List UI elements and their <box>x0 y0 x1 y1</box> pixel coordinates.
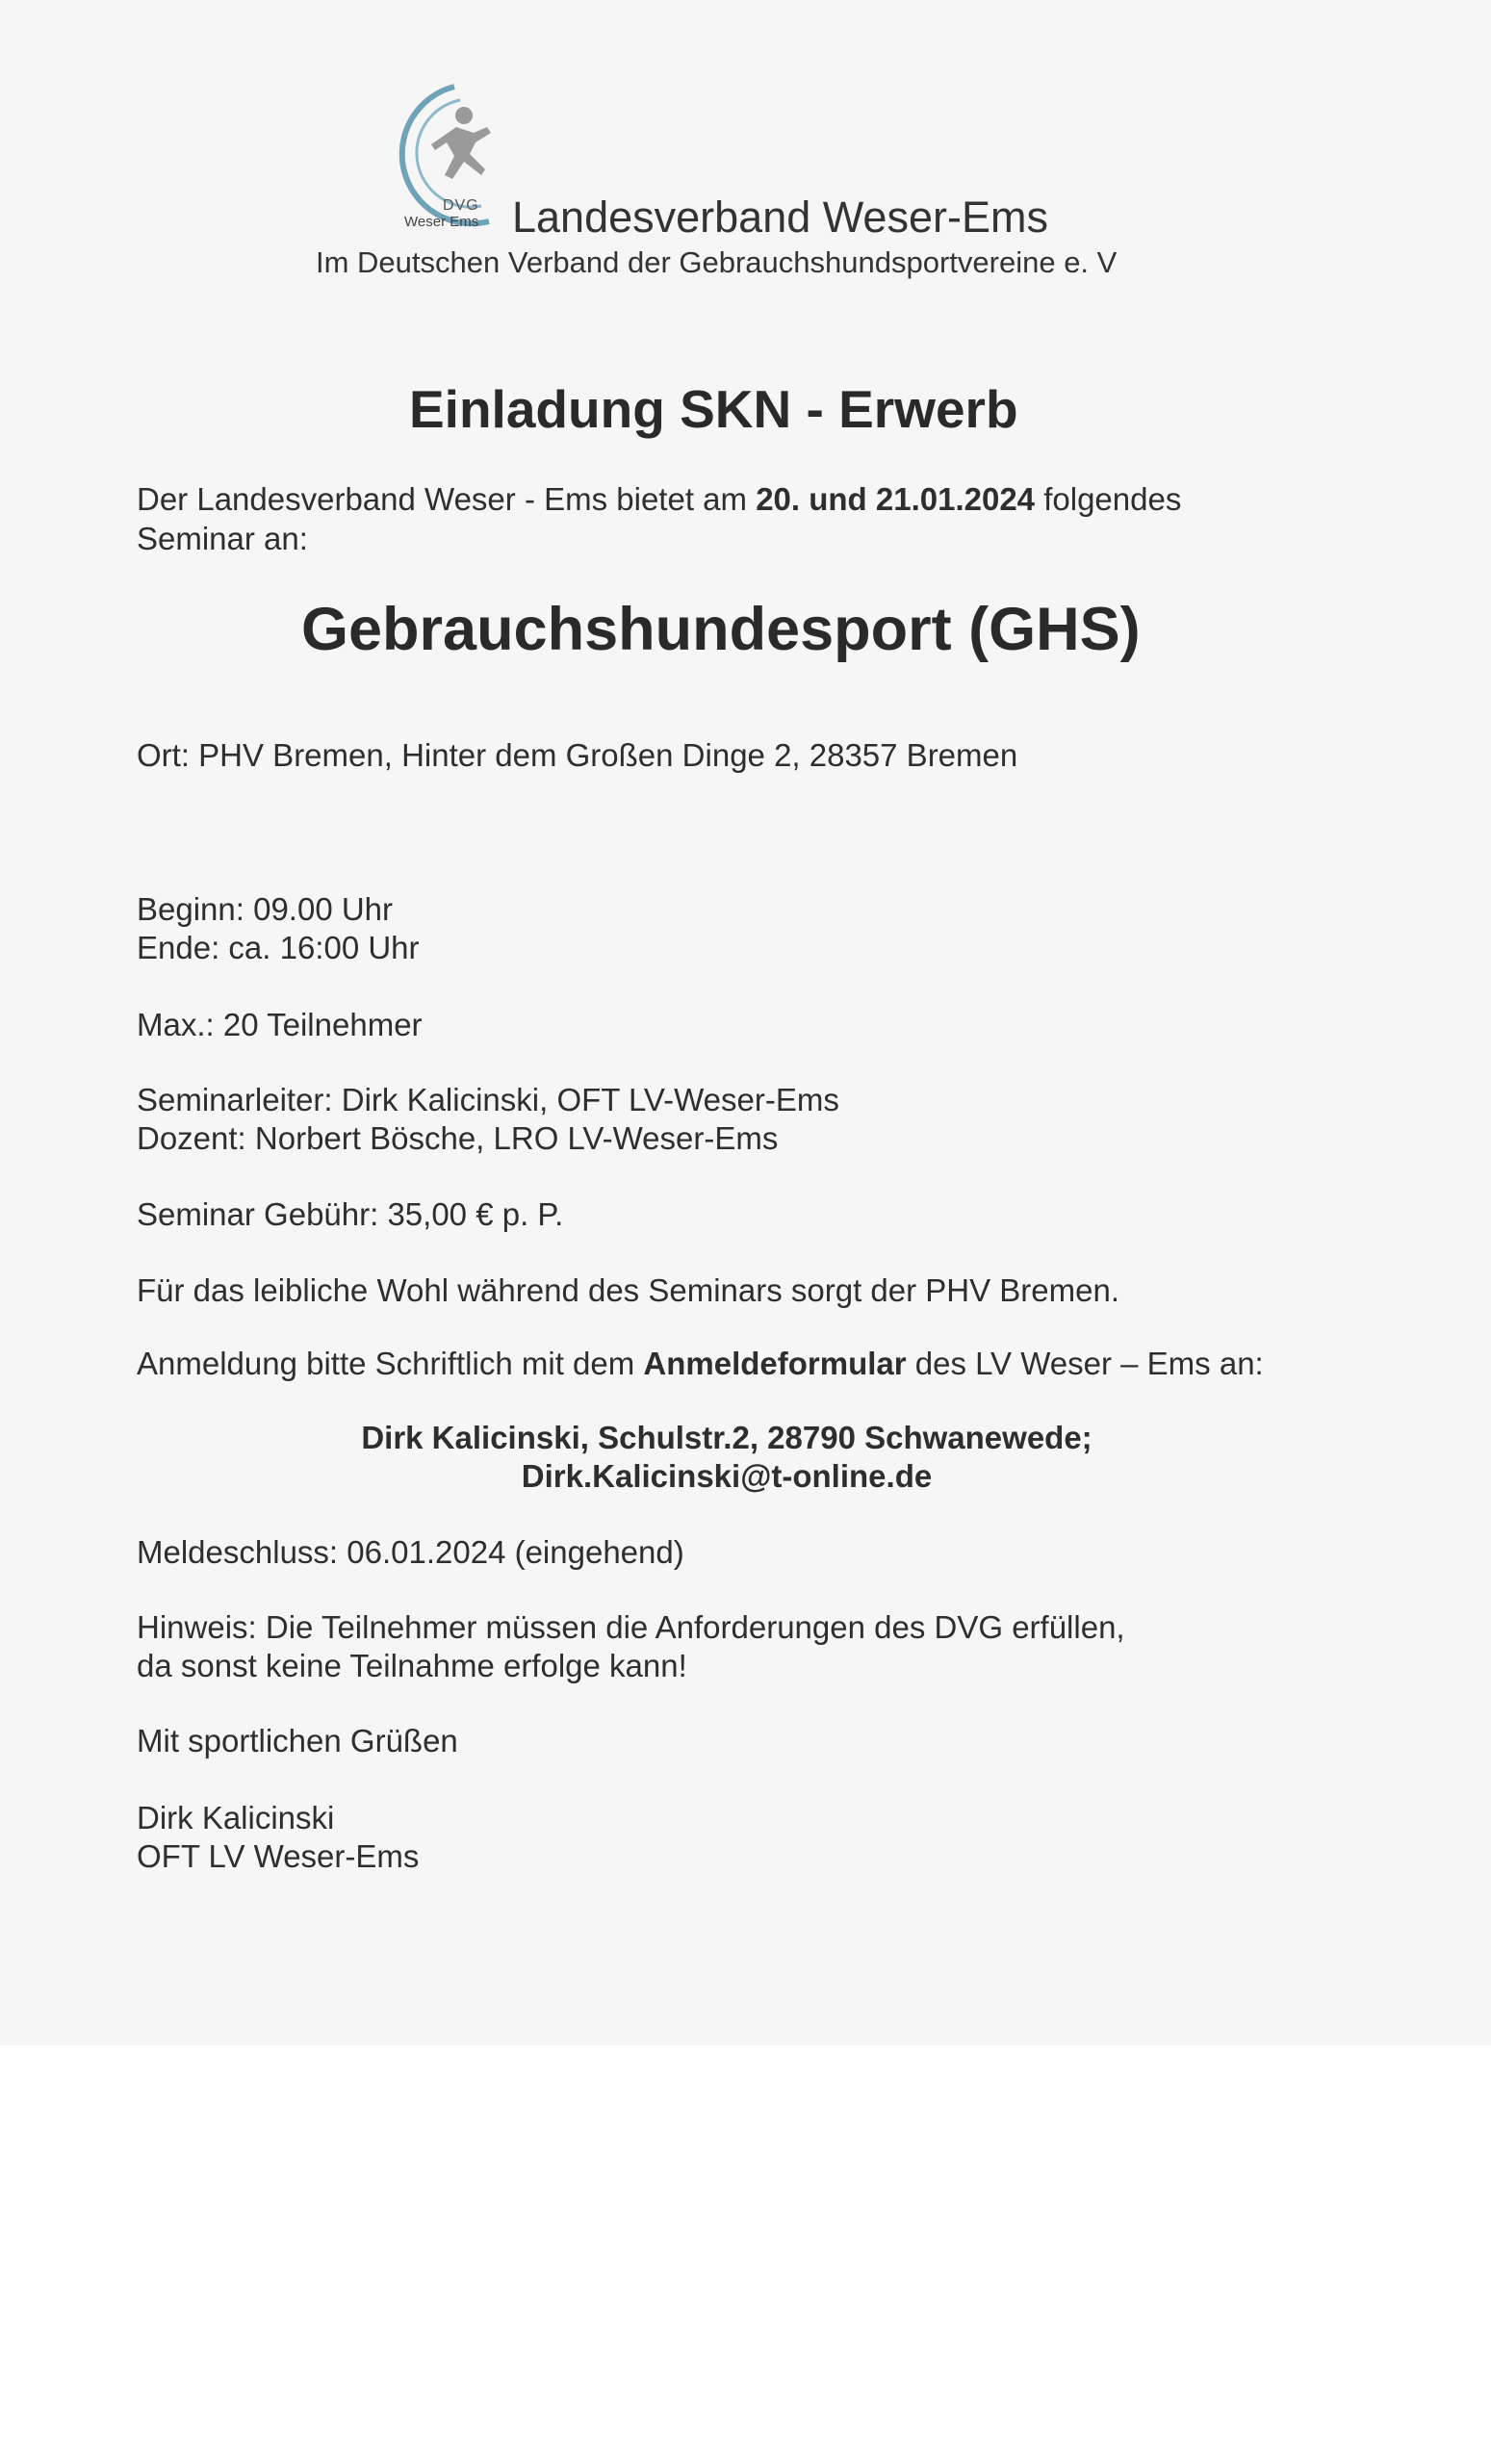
contact-address: Dirk Kalicinski, Schulstr.2, 28790 Schwanewede; <box>361 1420 1093 1455</box>
org-name: Landesverband Weser-Ems <box>512 192 1048 242</box>
logo-bottom-text: Weser Ems <box>404 214 479 230</box>
registration-form: Anmeldeformular <box>643 1346 907 1381</box>
begin-time: Beginn: 09.00 Uhr <box>137 891 394 927</box>
intro-part-1: Der Landesverband Weser - Ems bietet am <box>137 481 757 517</box>
signature-name: Dirk Kalicinski <box>137 1800 335 1835</box>
end-time: Ende: ca. 16:00 Uhr <box>137 930 420 965</box>
org-subtitle: Im Deutschen Verband der Gebrauchshundsportvereine e. V <box>316 245 1118 279</box>
max-participants: Max.: 20 Teilnehmer <box>137 1007 423 1042</box>
contact-email: Dirk.Kalicinski@t-online.de <box>521 1458 933 1494</box>
registration-deadline: Meldeschluss: 06.01.2024 (eingehend) <box>137 1534 684 1570</box>
registration-part-1: Anmeldung bitte Schriftlich mit dem <box>137 1346 644 1381</box>
note-line-1: Hinweis: Die Teilnehmer müssen die Anforderungen des DVG erfüllen, <box>137 1609 1125 1645</box>
blank-area <box>0 2045 1491 2464</box>
intro-line-2: Seminar an: <box>137 521 308 556</box>
intro-part-2: folgendes <box>1035 481 1182 517</box>
intro-dates: 20. und 21.01.2024 <box>756 481 1036 517</box>
document-title: Einladung SKN - Erwerb <box>409 379 1018 439</box>
note-line-2: da sonst keine Teilnahme erfolge kann! <box>137 1648 687 1683</box>
signature-role: OFT LV Weser-Ems <box>137 1838 420 1874</box>
seminar-title: Gebrauchshundesport (GHS) <box>301 596 1141 663</box>
lecturer: Dozent: Norbert Bösche, LRO LV-Weser-Ems <box>137 1120 779 1156</box>
seminar-fee: Seminar Gebühr: 35,00 € p. P. <box>137 1196 564 1232</box>
intro-line-1 <box>137 481 1181 518</box>
registration-part-2: des LV Weser – Ems an: <box>906 1346 1264 1381</box>
location: Ort: PHV Bremen, Hinter dem Großen Dinge 2, 28357 Bremen <box>137 737 1018 773</box>
logo-top-text: DVG <box>443 197 479 214</box>
seminar-leader: Seminarleiter: Dirk Kalicinski, OFT LV-Weser-Ems <box>137 1082 839 1117</box>
closing-greeting: Mit sportlichen Grüßen <box>137 1723 458 1758</box>
catering-note: Für das leibliche Wohl während des Seminars sorgt der PHV Bremen. <box>137 1272 1120 1308</box>
registration-line <box>137 1346 1264 1382</box>
